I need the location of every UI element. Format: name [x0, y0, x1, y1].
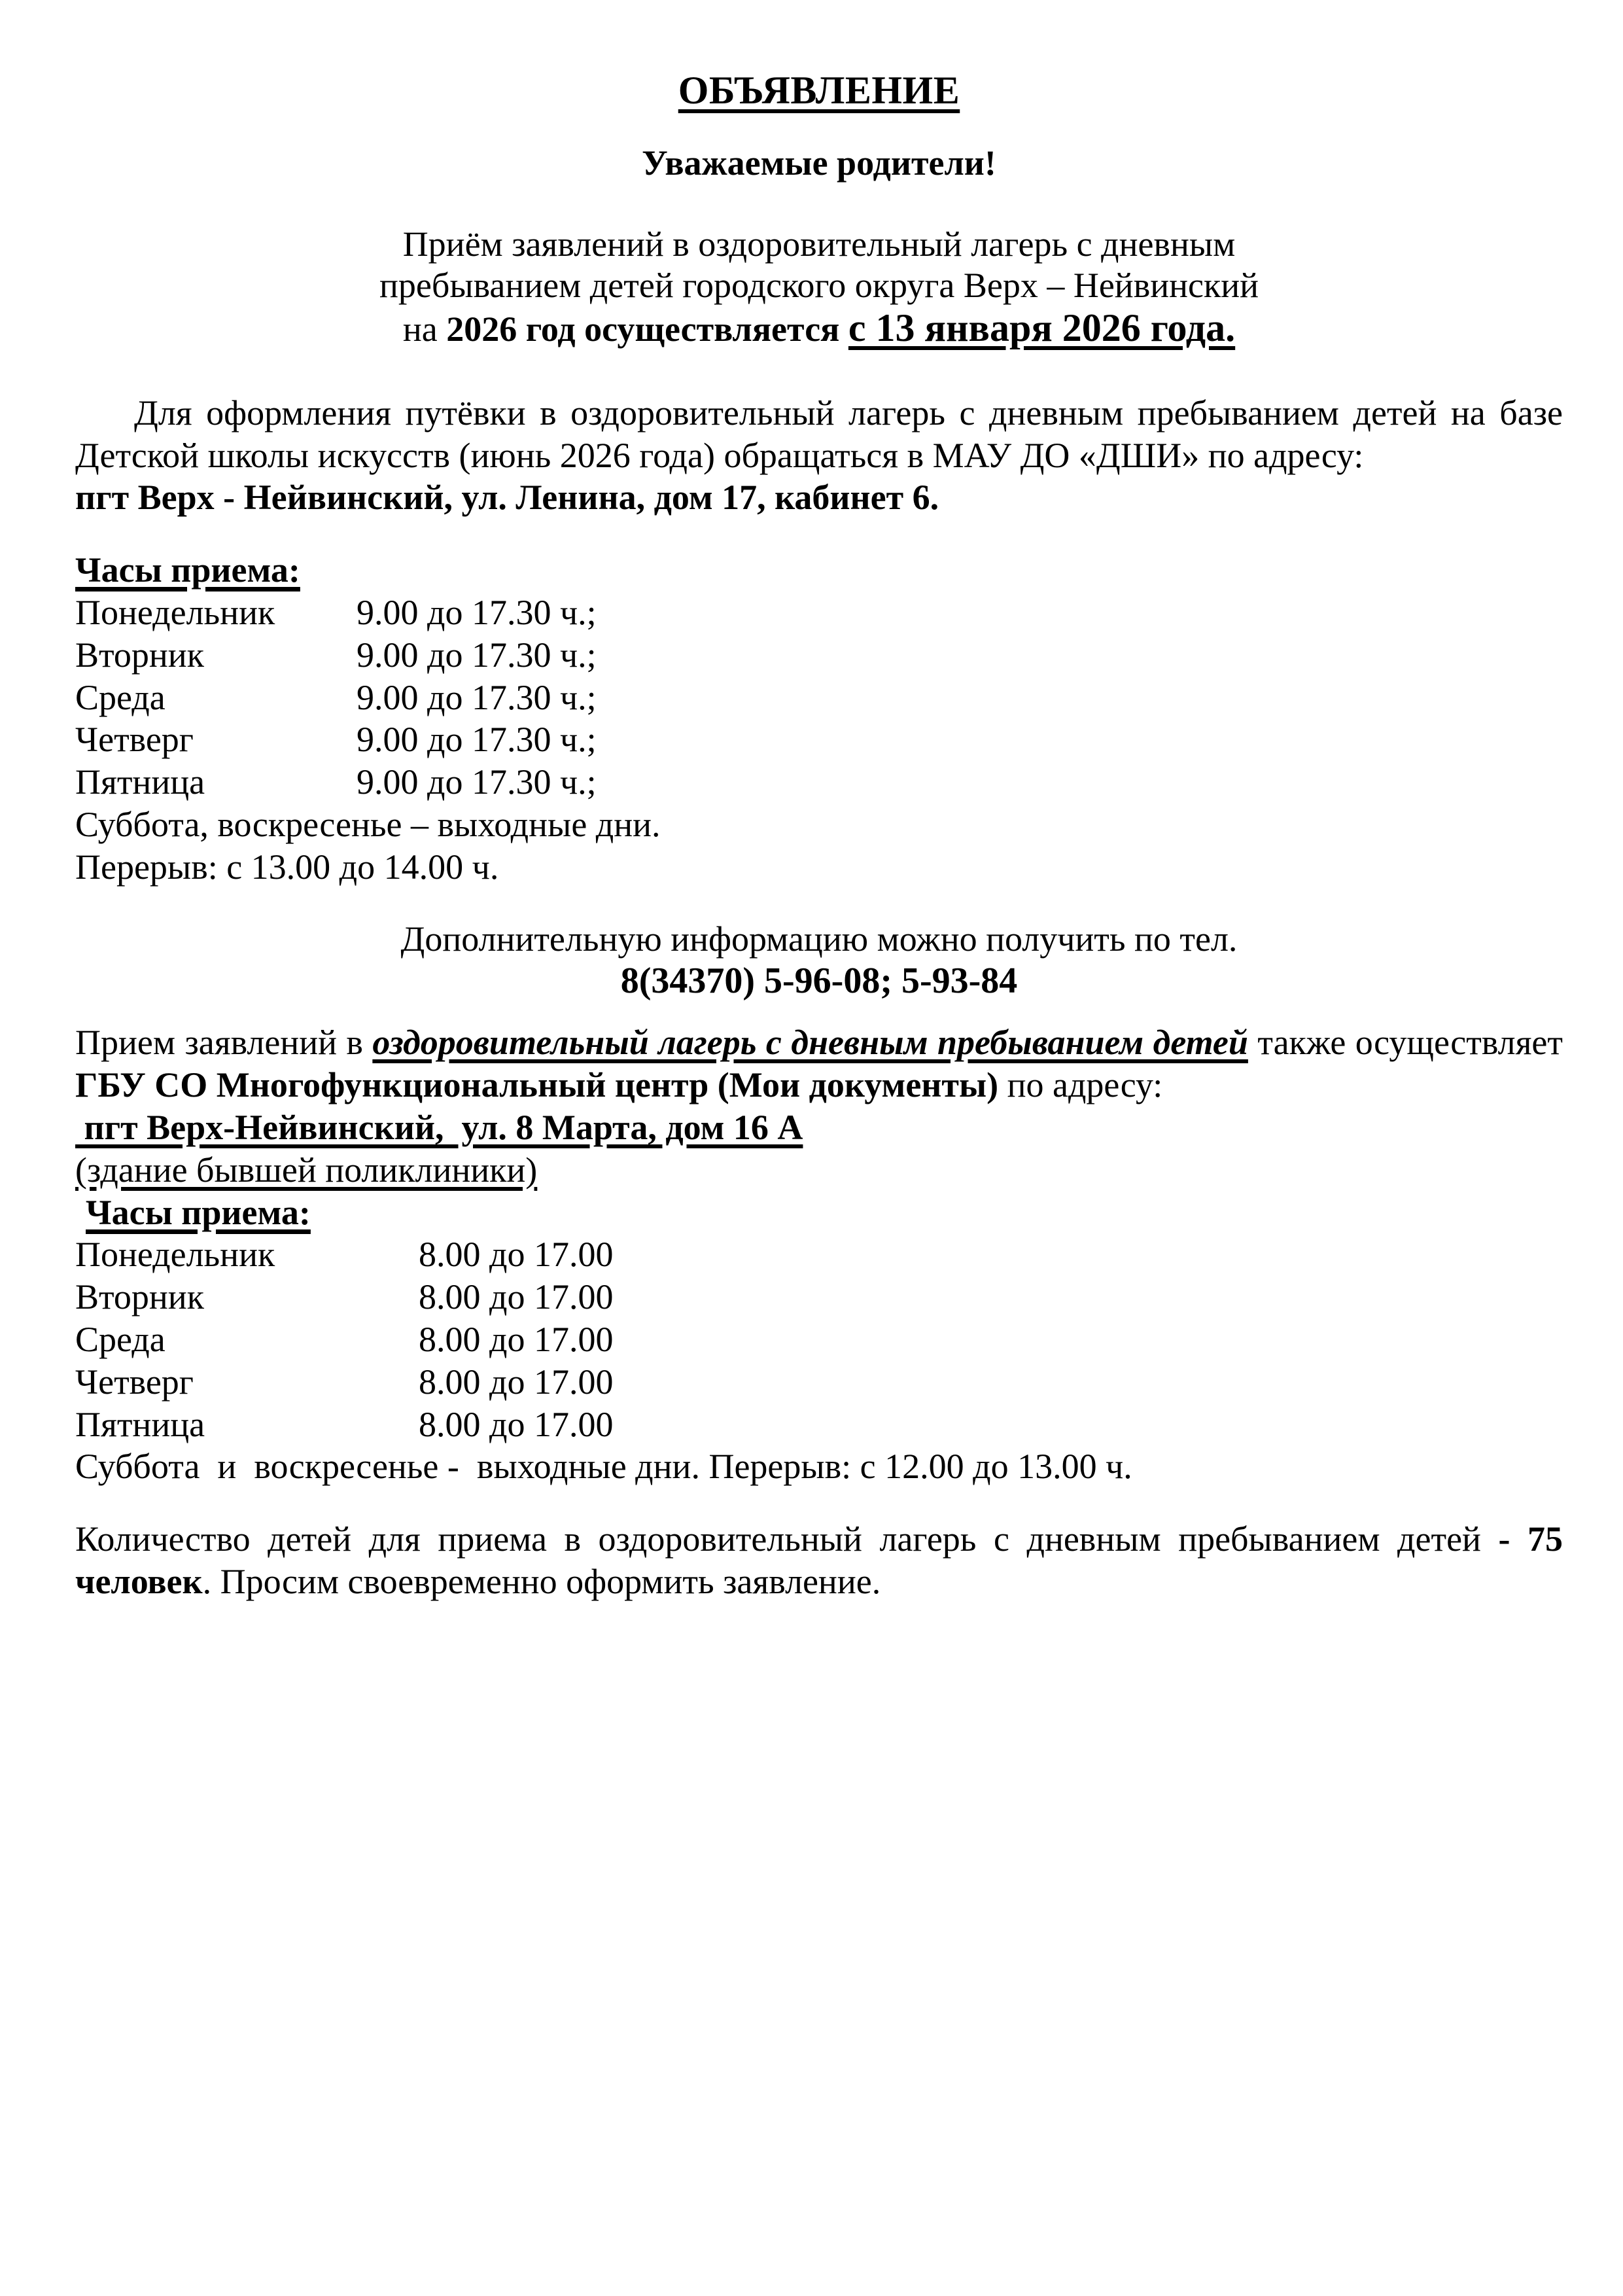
dshi-weekend-note: Суббота, воскресенье – выходные дни.: [75, 805, 661, 845]
mfc-organization: ГБУ СО Многофункциональный центр (Мои документы): [75, 1065, 999, 1105]
page-title: [75, 71, 1563, 110]
spacer-after-intro: [75, 351, 1563, 392]
intro-prefix: на: [402, 309, 447, 349]
table-row: [75, 677, 597, 719]
table-row: [75, 718, 597, 761]
intro-block: [75, 224, 1563, 351]
mfc-camp-emphasis: оздоровительный лагерь с дневным пребыванием детей: [372, 1023, 1248, 1063]
intro-line-1: Приём заявлений в оздоровительный лагерь с дневным: [402, 224, 1236, 264]
table-row: [75, 1361, 613, 1404]
schedule-day: Пятница: [75, 762, 205, 802]
page-subtitle: Уважаемые родители!: [642, 143, 996, 183]
schedule-day: Пятница: [75, 1404, 205, 1444]
table-row: [75, 1276, 613, 1318]
page-title-text: ОБЪЯВЛЕНИЕ: [678, 69, 960, 112]
mfc-hours-heading: [75, 1192, 1563, 1234]
schedule-day: Четверг: [75, 1362, 194, 1402]
schedule-time: 9.00 до 17.30 ч.;: [357, 677, 597, 717]
table-row: [75, 592, 597, 634]
mfc-middle: также осуществляет: [1248, 1023, 1563, 1063]
dshi-schedule-table: [75, 592, 597, 804]
dshi-hours-heading-text: Часы приема:: [75, 550, 300, 590]
table-row: [75, 634, 597, 677]
schedule-day: Среда: [75, 677, 166, 717]
schedule-time: 9.00 до 17.30 ч.;: [357, 720, 597, 760]
schedule-time: 8.00 до 17.00: [419, 1277, 614, 1317]
spacer-before-capacity: [75, 1488, 1563, 1518]
schedule-time: 8.00 до 17.00: [419, 1404, 614, 1444]
dshi-break-note: Перерыв: с 13.00 до 14.00 ч.: [75, 847, 499, 887]
spacer-before-mfc: [75, 1003, 1563, 1021]
schedule-time: 8.00 до 17.00: [419, 1235, 614, 1275]
schedule-day: Понедельник: [75, 1235, 275, 1275]
schedule-day: Понедельник: [75, 593, 275, 633]
mfc-hours-heading-text: Часы приема:: [86, 1192, 311, 1232]
dshi-address: пгт Верх - Нейвинский, ул. Ленина, дом 17, кабинет 6.: [75, 478, 939, 518]
schedule-time: 9.00 до 17.30 ч.;: [357, 635, 597, 675]
mfc-weekend-break-note: Суббота и воскресенье - выходные дни. Перерыв: с 12.00 до 13.00 ч.: [75, 1447, 1132, 1487]
schedule-day: Вторник: [75, 1277, 204, 1317]
intro-line-3: [75, 306, 1563, 351]
capacity-text-after: . Просим своевременно оформить заявление.: [202, 1561, 881, 1601]
table-row: [75, 761, 597, 804]
schedule-time: 8.00 до 17.00: [419, 1320, 614, 1359]
contact-phones: 8(34370) 5-96-08; 5-93-84: [620, 961, 1018, 1002]
mfc-paragraph: [75, 1021, 1563, 1106]
table-row: [75, 1404, 613, 1446]
mfc-suffix: по адресу:: [998, 1065, 1163, 1105]
schedule-time: 9.00 до 17.30 ч.;: [357, 593, 597, 633]
mfc-address: пгт Верх-Нейвинский, ул. 8 Марта, дом 16 А: [75, 1108, 803, 1148]
capacity-count: - 75 человек: [75, 1519, 1563, 1601]
table-row: [75, 1318, 613, 1361]
schedule-time: 9.00 до 17.30 ч.;: [357, 762, 597, 802]
mfc-prefix: Прием заявлений в: [75, 1023, 373, 1063]
schedule-day: Вторник: [75, 635, 204, 675]
schedule-day: Четверг: [75, 720, 194, 760]
application-paragraph: Для оформления путёвки в оздоровительный лагерь с дневным пребыванием детей на базе Детской школы искусств (июнь 2026 года) обращаться в МАУ ДО «ДШИ» по адресу:: [75, 393, 1563, 475]
spacer-before-contacts: [75, 889, 1563, 919]
intro-start-date: с 13 января 2026 года.: [848, 306, 1236, 350]
intro-line-2: пребыванием детей городского округа Верх – Нейвинский: [379, 265, 1259, 305]
schedule-day: Среда: [75, 1320, 166, 1359]
spacer-before-hours-1: [75, 519, 1563, 549]
schedule-time: 8.00 до 17.00: [419, 1362, 614, 1402]
dshi-hours-heading: [75, 549, 1563, 592]
intro-bold: 2026 год осуществляется: [446, 309, 848, 349]
capacity-paragraph: [75, 1518, 1563, 1603]
contact-info-line: Дополнительную информацию можно получить по тел.: [400, 919, 1238, 959]
mfc-schedule-table: [75, 1233, 613, 1445]
table-row: [75, 1233, 613, 1276]
capacity-text-before: Количество детей для приема в оздоровительный лагерь с дневным пребыванием детей: [75, 1519, 1499, 1559]
mfc-address-note: (здание бывшей поликлиники): [75, 1150, 538, 1190]
